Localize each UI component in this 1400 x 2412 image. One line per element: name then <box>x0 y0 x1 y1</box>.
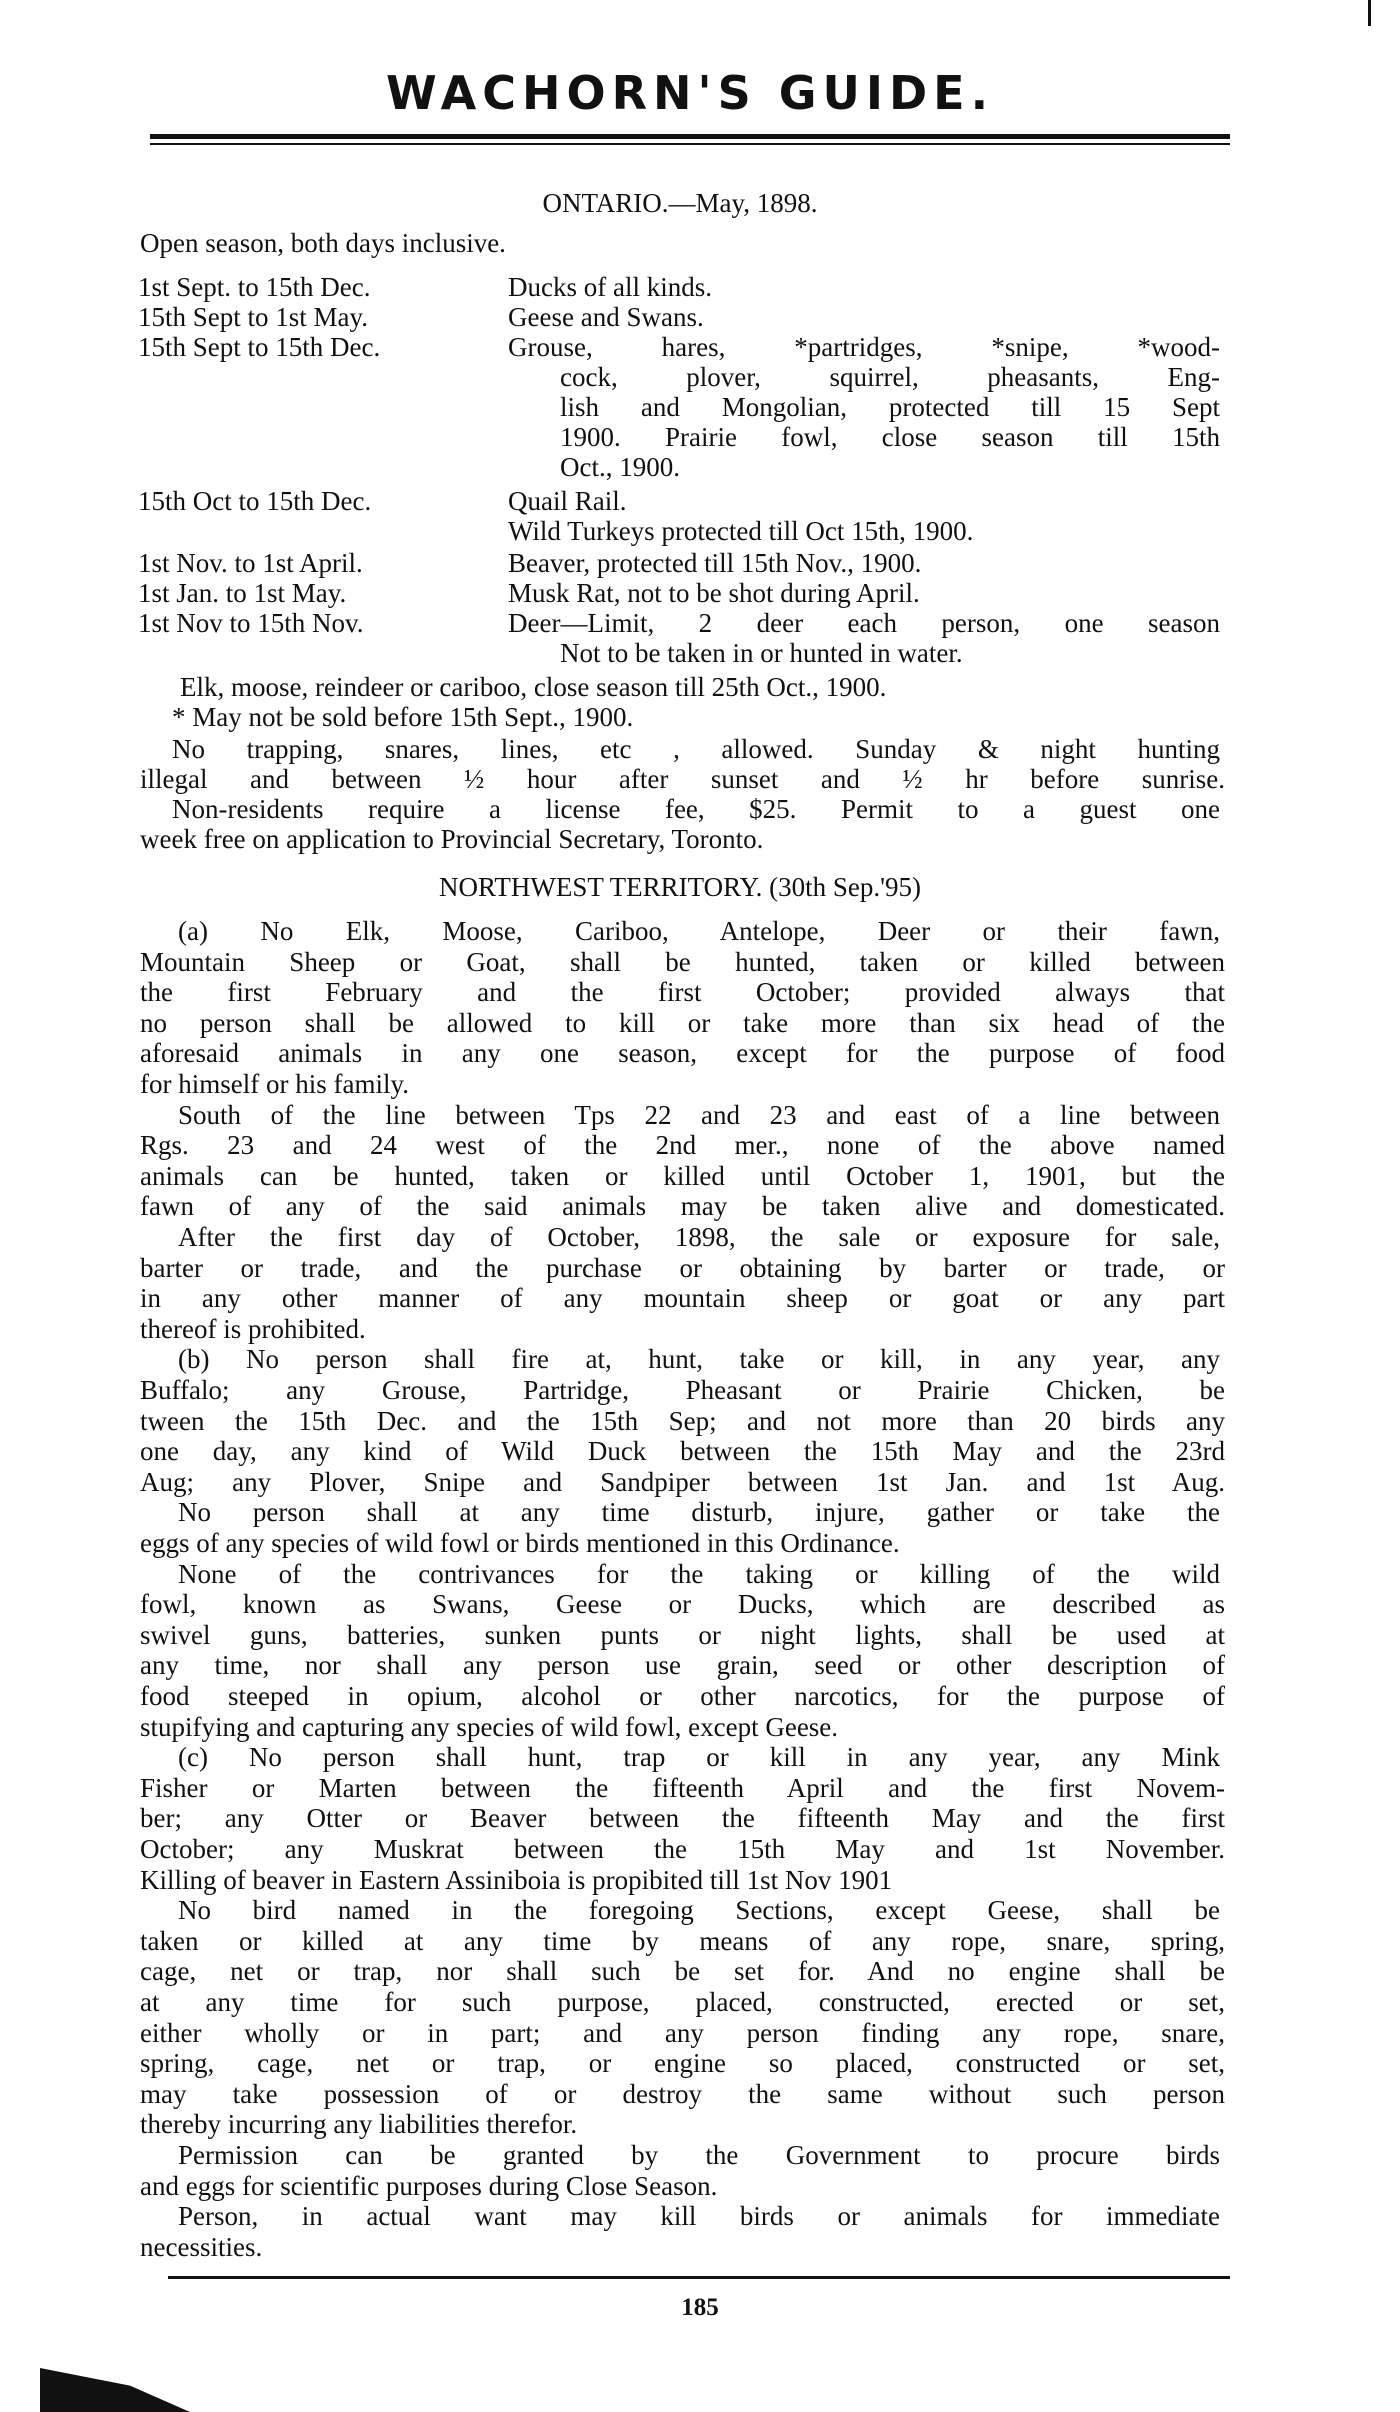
northwest-line: thereof is prohibited. <box>140 1314 366 1344</box>
northwest-line: eggs of any species of wild fowl or birds mentioned in this Ordinance. <box>140 1528 900 1558</box>
northwest-line: swivel guns, batteries, sunken punts or night lights, shall be used at <box>140 1620 1225 1650</box>
northwest-line: either wholly or in part; and any person finding any rope, snare, <box>140 2018 1225 2048</box>
ontario-row-dates: 1st Nov. to 1st April. <box>138 548 363 578</box>
northwest-line: for himself or his family. <box>140 1069 409 1099</box>
page-number: 185 <box>681 2294 719 2321</box>
northwest-line: fawn of any of the said animals may be taken alive and domesticated. <box>140 1191 1225 1221</box>
ontario-row-dates: 1st Sept. to 15th Dec. <box>138 272 371 302</box>
northwest-line: animals can be hunted, taken or killed until October 1, 1901, but the <box>140 1161 1225 1191</box>
northwest-heading: NORTHWEST TERRITORY. (30th Sep.'95) <box>438 872 922 902</box>
header-rule-thin <box>150 143 1230 145</box>
northwest-line: October; any Muskrat between the 15th May and 1st November. <box>140 1834 1225 1864</box>
northwest-line: the first February and the first October; provided always that <box>140 977 1225 1007</box>
northwest-line: No bird named in the foregoing Sections, except Geese, shall be <box>178 1895 1220 1925</box>
northwest-line: After the first day of October, 1898, the sale or exposure for sale, <box>178 1222 1220 1252</box>
northwest-line: fowl, known as Swans, Geese or Ducks, which are described as <box>140 1589 1225 1619</box>
ontario-note: week free on application to Provincial Secretary, Toronto. <box>140 824 764 854</box>
northwest-line: (c) No person shall hunt, trap or kill in any year, any Mink <box>178 1742 1220 1772</box>
ontario-row-text: Ducks of all kinds. <box>508 272 712 302</box>
ontario-row-text: Wild Turkeys protected till Oct 15th, 1900. <box>508 516 974 546</box>
ontario-row-text: Beaver, protected till 15th Nov., 1900. <box>508 548 922 578</box>
northwest-line: None of the contrivances for the taking or killing of the wild <box>178 1559 1220 1589</box>
northwest-line: (a) No Elk, Moose, Cariboo, Antelope, Deer or their fawn, <box>178 916 1220 946</box>
northwest-line: no person shall be allowed to kill or take more than six head of the <box>140 1008 1225 1038</box>
ontario-intro: Open season, both days inclusive. <box>140 228 506 258</box>
header-rule-thick <box>150 134 1230 139</box>
northwest-line: ber; any Otter or Beaver between the fifteenth May and the first <box>140 1803 1225 1833</box>
ontario-row-dates: 15th Sept to 15th Dec. <box>138 332 381 362</box>
northwest-line: cage, net or trap, nor shall such be set for. And no engine shall be <box>140 1956 1225 1986</box>
northwest-line: Mountain Sheep or Goat, shall be hunted, taken or killed between <box>140 947 1225 977</box>
northwest-line: (b) No person shall fire at, hunt, take or kill, in any year, any <box>178 1344 1220 1374</box>
northwest-line: Aug; any Plover, Snipe and Sandpiper between 1st Jan. and 1st Aug. <box>140 1467 1225 1497</box>
ontario-note: Non-residents require a license fee, $25. Permit to a guest one <box>172 794 1220 824</box>
northwest-line: tween the 15th Dec. and the 15th Sep; and not more than 20 birds any <box>140 1406 1225 1436</box>
northwest-line: Fisher or Marten between the fifteenth April and the first Novem- <box>140 1773 1225 1803</box>
ontario-row-text: Grouse, hares, *partridges, *snipe, *wood- <box>508 332 1220 362</box>
northwest-line: South of the line between Tps 22 and 23 and east of a line between <box>178 1100 1220 1130</box>
ontario-row-text: lish and Mongolian, protected till 15 Sept <box>560 392 1220 422</box>
northwest-line: thereby incurring any liabilities therefor. <box>140 2109 578 2139</box>
scan-mark <box>40 2368 190 2412</box>
footer-rule <box>168 2276 1230 2279</box>
northwest-line: Permission can be granted by the Government to procure birds <box>178 2140 1220 2170</box>
northwest-line: one day, any kind of Wild Duck between the 15th May and the 23rd <box>140 1436 1225 1466</box>
ontario-row-text: Quail Rail. <box>508 486 627 516</box>
ontario-row-text: Deer—Limit, 2 deer each person, one season <box>508 608 1220 638</box>
northwest-line: Person, in actual want may kill birds or animals for immediate <box>178 2201 1220 2231</box>
running-header: WACHORN'S GUIDE. <box>385 66 995 120</box>
northwest-line: stupifying and capturing any species of wild fowl, except Geese. <box>140 1712 839 1742</box>
ontario-row-text: Musk Rat, not to be shot during April. <box>508 578 920 608</box>
northwest-line: necessities. <box>140 2232 263 2262</box>
ontario-note: illegal and between ½ hour after sunset and ½ hr before sunrise. <box>140 764 1225 794</box>
northwest-line: at any time for such purpose, placed, constructed, erected or set, <box>140 1987 1225 2017</box>
northwest-line: barter or trade, and the purchase or obtaining by barter or trade, or <box>140 1253 1225 1283</box>
northwest-line: Buffalo; any Grouse, Partridge, Pheasant or Prairie Chicken, be <box>140 1375 1225 1405</box>
ontario-note: Elk, moose, reindeer or cariboo, close season till 25th Oct., 1900. <box>180 672 887 702</box>
ontario-row-text: cock, plover, squirrel, pheasants, Eng- <box>560 362 1220 392</box>
ontario-row-text: 1900. Prairie fowl, close season till 15th <box>560 422 1220 452</box>
northwest-line: No person shall at any time disturb, injure, gather or take the <box>178 1497 1220 1527</box>
ontario-row-text: Oct., 1900. <box>560 452 680 482</box>
northwest-line: and eggs for scientific purposes during Close Season. <box>140 2171 718 2201</box>
ontario-row-dates: 15th Oct to 15th Dec. <box>138 486 372 516</box>
northwest-line: Killing of beaver in Eastern Assiniboia is propibited till 1st Nov 1901 <box>140 1865 893 1895</box>
ontario-row-dates: 1st Nov to 15th Nov. <box>138 608 364 638</box>
northwest-line: aforesaid animals in any one season, except for the purpose of food <box>140 1038 1225 1068</box>
ontario-note: * May not be sold before 15th Sept., 1900. <box>172 702 634 732</box>
northwest-line: any time, nor shall any person use grain, seed or other description of <box>140 1650 1225 1680</box>
northwest-line: in any other manner of any mountain sheep or goat or any part <box>140 1283 1225 1313</box>
northwest-line: may take possession of or destroy the same without such person <box>140 2079 1225 2109</box>
northwest-line: spring, cage, net or trap, or engine so placed, constructed or set, <box>140 2048 1225 2078</box>
ontario-heading: ONTARIO.—May, 1898. <box>542 188 818 218</box>
ontario-row-text: Not to be taken in or hunted in water. <box>560 638 963 668</box>
ontario-row-dates: 15th Sept to 1st May. <box>138 302 369 332</box>
ontario-note: No trapping, snares, lines, etc , allowed. Sunday & night hunting <box>172 734 1220 764</box>
scan-mark <box>1368 0 1371 26</box>
northwest-line: food steeped in opium, alcohol or other narcotics, for the purpose of <box>140 1681 1225 1711</box>
northwest-line: Rgs. 23 and 24 west of the 2nd mer., none of the above named <box>140 1130 1225 1160</box>
northwest-line: taken or killed at any time by means of any rope, snare, spring, <box>140 1926 1225 1956</box>
ontario-row-text: Geese and Swans. <box>508 302 704 332</box>
ontario-row-dates: 1st Jan. to 1st May. <box>138 578 347 608</box>
